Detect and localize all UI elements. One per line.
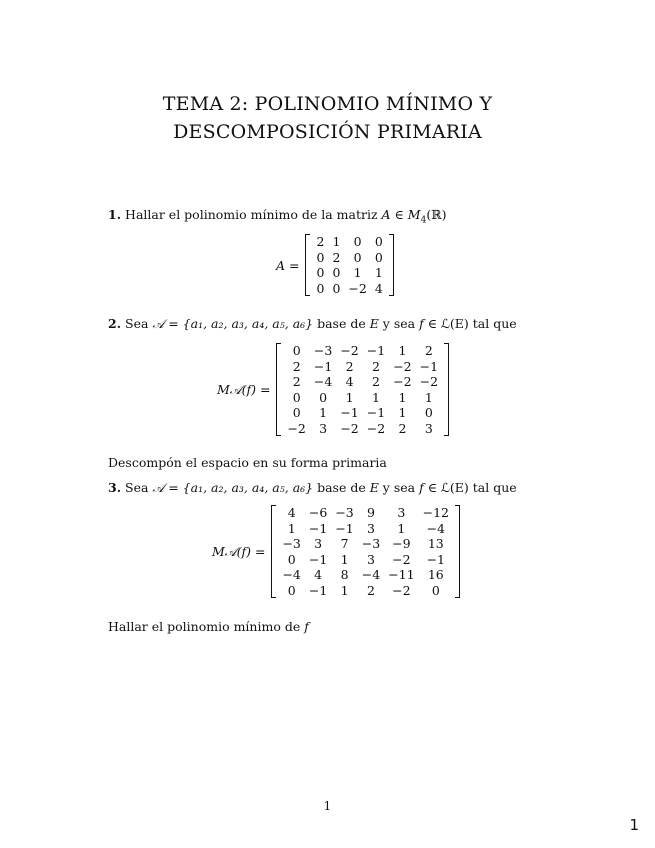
matrix-cell: 0 xyxy=(374,234,383,249)
matrix-cell: 0 xyxy=(319,389,328,405)
matrix-cell: −6 xyxy=(308,505,328,520)
matrix-cell: 3 xyxy=(314,536,323,551)
matrix-row xyxy=(283,359,442,375)
matrix-cell: 0 xyxy=(424,405,433,420)
matrix-cell: 3 xyxy=(367,520,375,536)
matrix-cell: −2 xyxy=(340,343,359,358)
matrix-cell: 2 xyxy=(316,234,325,249)
matrix-cell: 0 xyxy=(374,249,383,265)
matrix-row xyxy=(312,281,386,297)
matrix-cell: −2 xyxy=(366,420,386,436)
problem-2-lhs: M𝒜(f) = xyxy=(217,381,271,397)
matrix-row xyxy=(278,567,453,583)
matrix-cell: 16 xyxy=(427,567,444,582)
matrix-row xyxy=(278,505,453,521)
matrix-cell: 1 xyxy=(345,389,354,405)
matrix-cell: 1 xyxy=(397,520,406,536)
matrix-cell: 0 xyxy=(316,265,325,280)
matrix-row xyxy=(278,552,453,568)
matrix-row xyxy=(312,234,386,250)
matrix-row xyxy=(283,421,442,437)
matrix-cell: 2 xyxy=(292,358,301,374)
matrix-cell: 1 xyxy=(398,405,407,420)
matrix-cell: 0 xyxy=(292,405,301,420)
matrix-cell: 4 xyxy=(374,280,383,296)
matrix-cell: 1 xyxy=(332,234,341,249)
matrix-cell: 0 xyxy=(287,582,296,598)
matrix-cell: −2 xyxy=(348,280,367,296)
title-line-2: DESCOMPOSICIÓN PRIMARIA xyxy=(173,121,482,143)
matrix-cell: 3 xyxy=(319,420,328,436)
matrix-cell: 1 xyxy=(287,520,296,536)
matrix-cell: 0 xyxy=(353,249,362,265)
matrix-cell: 2 xyxy=(345,358,354,374)
matrix-cell: 4 xyxy=(287,505,296,520)
matrix-cell: 0 xyxy=(353,234,362,249)
matrix-cell: −2 xyxy=(392,582,411,598)
matrix-row xyxy=(283,343,442,359)
matrix-row xyxy=(278,536,453,552)
matrix-row xyxy=(312,265,386,281)
problem-2-number: 2. xyxy=(108,316,122,331)
problem-1-number: 1. xyxy=(108,207,122,222)
matrix-cell: 1 xyxy=(424,389,433,405)
problem-1-statement: 1. Hallar el polinomio mínimo de la matriz A ∈ $M_4(ℝ)$ xyxy=(108,207,447,226)
matrix-cell: −1 xyxy=(426,551,445,567)
problem-1-lhs: A = xyxy=(276,257,300,273)
matrix-cell: −1 xyxy=(308,582,328,598)
matrix-cell: −4 xyxy=(361,567,381,582)
matrix-m3 xyxy=(271,505,460,598)
title-line-1: TEMA 2: POLINOMIO MÍNIMO Y xyxy=(162,93,493,115)
matrix-cell: 4 xyxy=(314,567,323,582)
matrix-cell: −1 xyxy=(366,405,386,420)
matrix-cell: 1 xyxy=(340,582,349,598)
matrix-m2 xyxy=(276,343,449,436)
matrix-cell: 1 xyxy=(372,389,380,405)
matrix-row xyxy=(278,583,453,599)
matrix-cell: −3 xyxy=(282,536,301,551)
matrix-cell: 2 xyxy=(372,374,380,389)
problem-2-statement: 2. Sea 𝒜 = {a₁, a₂, a₃, a₄, a₅, a₆} base de E y sea f ∈ ℒ(E) tal que xyxy=(108,316,517,331)
matrix-cell: −2 xyxy=(340,420,359,436)
matrix-cell: −2 xyxy=(392,551,411,567)
matrix-cell: 9 xyxy=(367,505,375,520)
matrix-cell: −2 xyxy=(393,374,412,389)
problem-2-equation xyxy=(217,343,449,436)
matrix-cell: 3 xyxy=(424,420,433,436)
matrix-cell: −12 xyxy=(422,505,449,520)
matrix-a xyxy=(305,234,393,296)
matrix-cell: 1 xyxy=(398,389,407,405)
matrix-cell: 1 xyxy=(319,405,328,420)
matrix-cell: −2 xyxy=(287,420,306,436)
matrix-cell: −3 xyxy=(335,505,354,520)
matrix-cell: 2 xyxy=(367,582,375,598)
problem-3-instruction: Hallar el polinomio mínimo de f xyxy=(108,619,309,634)
matrix-cell: 0 xyxy=(316,280,325,296)
matrix-cell: 3 xyxy=(367,551,375,567)
matrix-cell: 1 xyxy=(398,343,407,358)
matrix-cell: 0 xyxy=(292,389,301,405)
page-number: 1 xyxy=(323,799,332,813)
problem-3-equation xyxy=(212,505,460,598)
viewer-page-indicator: 1 xyxy=(629,816,639,834)
matrix-cell: −9 xyxy=(392,536,411,551)
matrix-row xyxy=(283,405,442,421)
matrix-cell: 0 xyxy=(431,582,440,598)
matrix-cell: −1 xyxy=(419,358,439,374)
matrix-cell: 2 xyxy=(372,358,380,374)
matrix-cell: −2 xyxy=(419,374,439,389)
matrix-cell: 0 xyxy=(287,551,296,567)
matrix-row xyxy=(278,521,453,537)
matrix-cell: −3 xyxy=(361,536,381,551)
matrix-cell: 2 xyxy=(332,249,341,265)
matrix-cell: 2 xyxy=(424,343,433,358)
matrix-cell: 1 xyxy=(340,551,349,567)
matrix-cell: −1 xyxy=(308,520,328,536)
matrix-cell: 7 xyxy=(340,536,349,551)
matrix-cell: 4 xyxy=(345,374,354,389)
matrix-cell: −4 xyxy=(313,374,333,389)
problem-3-lhs: M𝒜(f) = xyxy=(212,543,266,559)
matrix-cell: −4 xyxy=(282,567,301,582)
problem-2-instruction: Descompón el espacio en su forma primaria xyxy=(108,455,387,470)
matrix-cell: −1 xyxy=(335,520,354,536)
matrix-cell: −1 xyxy=(366,343,386,358)
matrix-cell: −1 xyxy=(340,405,359,420)
matrix-cell: −1 xyxy=(313,358,333,374)
problem-3-statement: 3. Sea 𝒜 = {a₁, a₂, a₃, a₄, a₅, a₆} base de E y sea f ∈ ℒ(E) tal que xyxy=(108,480,517,495)
matrix-cell: 2 xyxy=(398,420,407,436)
matrix-cell: 0 xyxy=(292,343,301,358)
matrix-cell: 3 xyxy=(397,505,406,520)
matrix-row xyxy=(312,250,386,266)
matrix-cell: 13 xyxy=(427,536,444,551)
matrix-cell: 2 xyxy=(292,374,301,389)
matrix-row xyxy=(283,374,442,390)
matrix-cell: −1 xyxy=(308,551,328,567)
matrix-row xyxy=(283,390,442,406)
matrix-cell: 8 xyxy=(340,567,349,582)
matrix-cell: 0 xyxy=(316,249,325,265)
problem-1-equation xyxy=(276,234,394,296)
problem-3-number: 3. xyxy=(108,480,122,495)
document-title xyxy=(0,90,655,146)
matrix-cell: −4 xyxy=(426,520,445,536)
matrix-cell: −2 xyxy=(393,358,412,374)
matrix-cell: −3 xyxy=(313,343,333,358)
matrix-cell: −11 xyxy=(388,567,415,582)
matrix-cell: 1 xyxy=(374,265,383,280)
matrix-cell: 1 xyxy=(353,265,362,280)
matrix-cell: 0 xyxy=(332,265,341,280)
matrix-cell: 0 xyxy=(332,280,341,296)
